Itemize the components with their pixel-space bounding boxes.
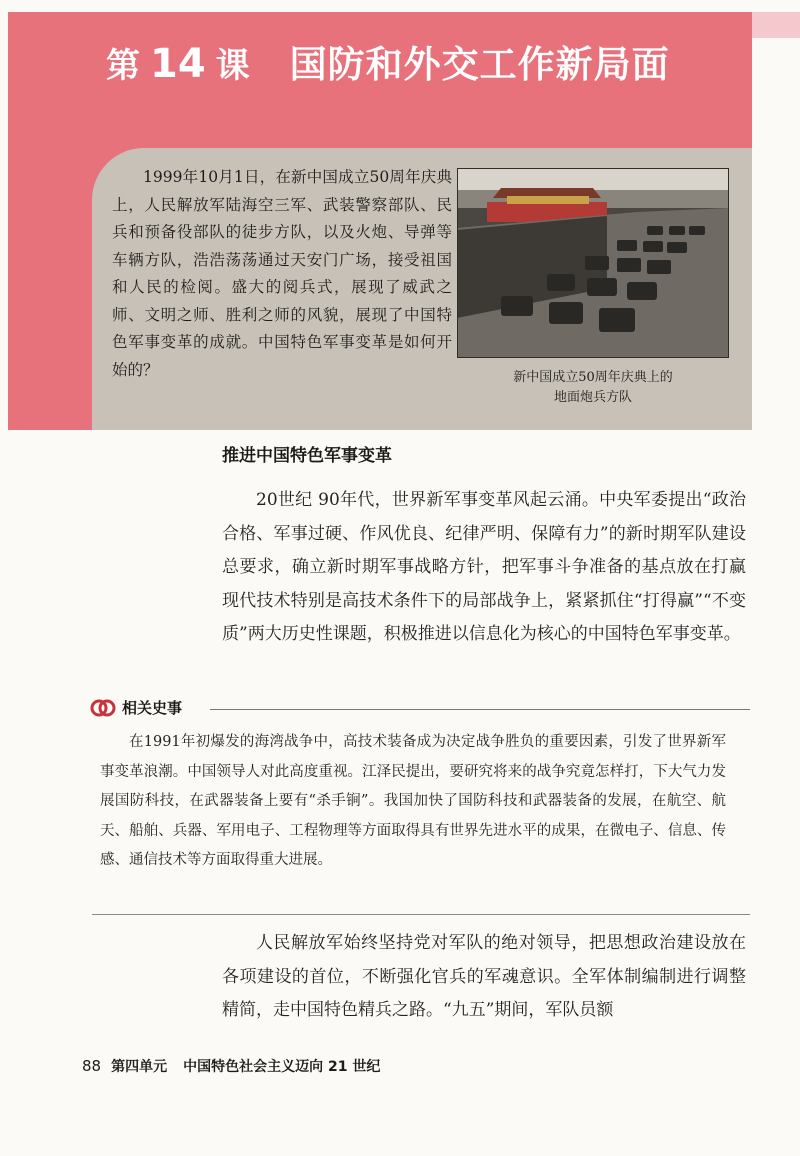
photo-caption-line-1: 新中国成立50周年庆典上的 <box>513 370 673 385</box>
unit-label: 第四单元 <box>111 1059 168 1075</box>
tiananmen-gallery <box>507 196 589 204</box>
lesson-number: 14 <box>150 41 206 87</box>
page-footer <box>82 1056 380 1076</box>
related-history-text: 在1991年初爆发的海湾战争中，高技术装备成为决定战争胜负的重要因素，引发了世界新军事变革浪潮。中国领导人对此高度重视。江泽民提出，要研究将来的战争究竟怎样打，下大气力发展国防科技，在武器装备上要有“杀手锏”。我国加快了国防科技和武器装备的发展，在航空、航天、船舶、兵器、军用电子、工程物理等方面取得具有世界先进水平的成果，在微电子、信息、传感、通信技术等方面取得重大进展。 <box>100 734 726 868</box>
page-edge-strip <box>752 12 800 38</box>
lesson-title <box>106 34 670 90</box>
related-divider-bottom <box>92 914 750 915</box>
section-heading: 推进中国特色军事变革 <box>222 446 392 466</box>
page-number: 88 <box>82 1057 102 1075</box>
photo-caption <box>457 368 729 408</box>
intro-text: 1999年10月1日，在新中国成立50周年庆典上，人民解放军陆海空三军、武装警察部队、民兵和预备役部队的徒步方队，以及火炮、导弹等车辆方队，浩浩荡荡通过天安门广场，接受祖国和人民的检阅。盛大的阅兵式，展现了威武之师、文明之师、胜利之师的风貌，展现了中国特色军事变革的成就。中国特色军事变革是如何开始的？ <box>112 168 452 379</box>
body-paragraph-1: 20世纪 90年代，世界新军事变革风起云涌。中央军委提出“政治合格、军事过硬、作风优良、纪律严明、保障有力”的新时期军队建设总要求，确立新时期军事战略方针，把军事斗争准备的基点放在打赢现代技术特别是高技术条件下的局部战争上，紧紧抓住“打得赢”“不变质”两大历史性课题，积极推进以信息化为核心的中国特色军事变革。 <box>222 490 746 644</box>
unit-title: 中国特色社会主义迈向 21 世纪 <box>183 1059 381 1075</box>
lesson-prefix: 第 <box>106 46 140 86</box>
related-divider-top <box>210 709 750 710</box>
photo-caption-line-2: 地面炮兵方队 <box>553 390 632 405</box>
related-history-icon <box>90 695 116 721</box>
body-paragraph-2: 人民解放军始终坚持党对军队的绝对领导，把思想政治建设放在各项建设的首位，不断强化官兵的军魂意识。全军体制编制进行调整精简，走中国特色精兵之路。“九五”期间，军队员额 <box>222 933 746 1020</box>
parade-illustration <box>457 168 729 358</box>
related-history-title: 相关史事 <box>122 699 183 717</box>
parade-photo <box>457 168 729 358</box>
lesson-suffix: 课 <box>215 46 250 86</box>
lesson-name: 国防和外交工作新局面 <box>289 42 670 86</box>
